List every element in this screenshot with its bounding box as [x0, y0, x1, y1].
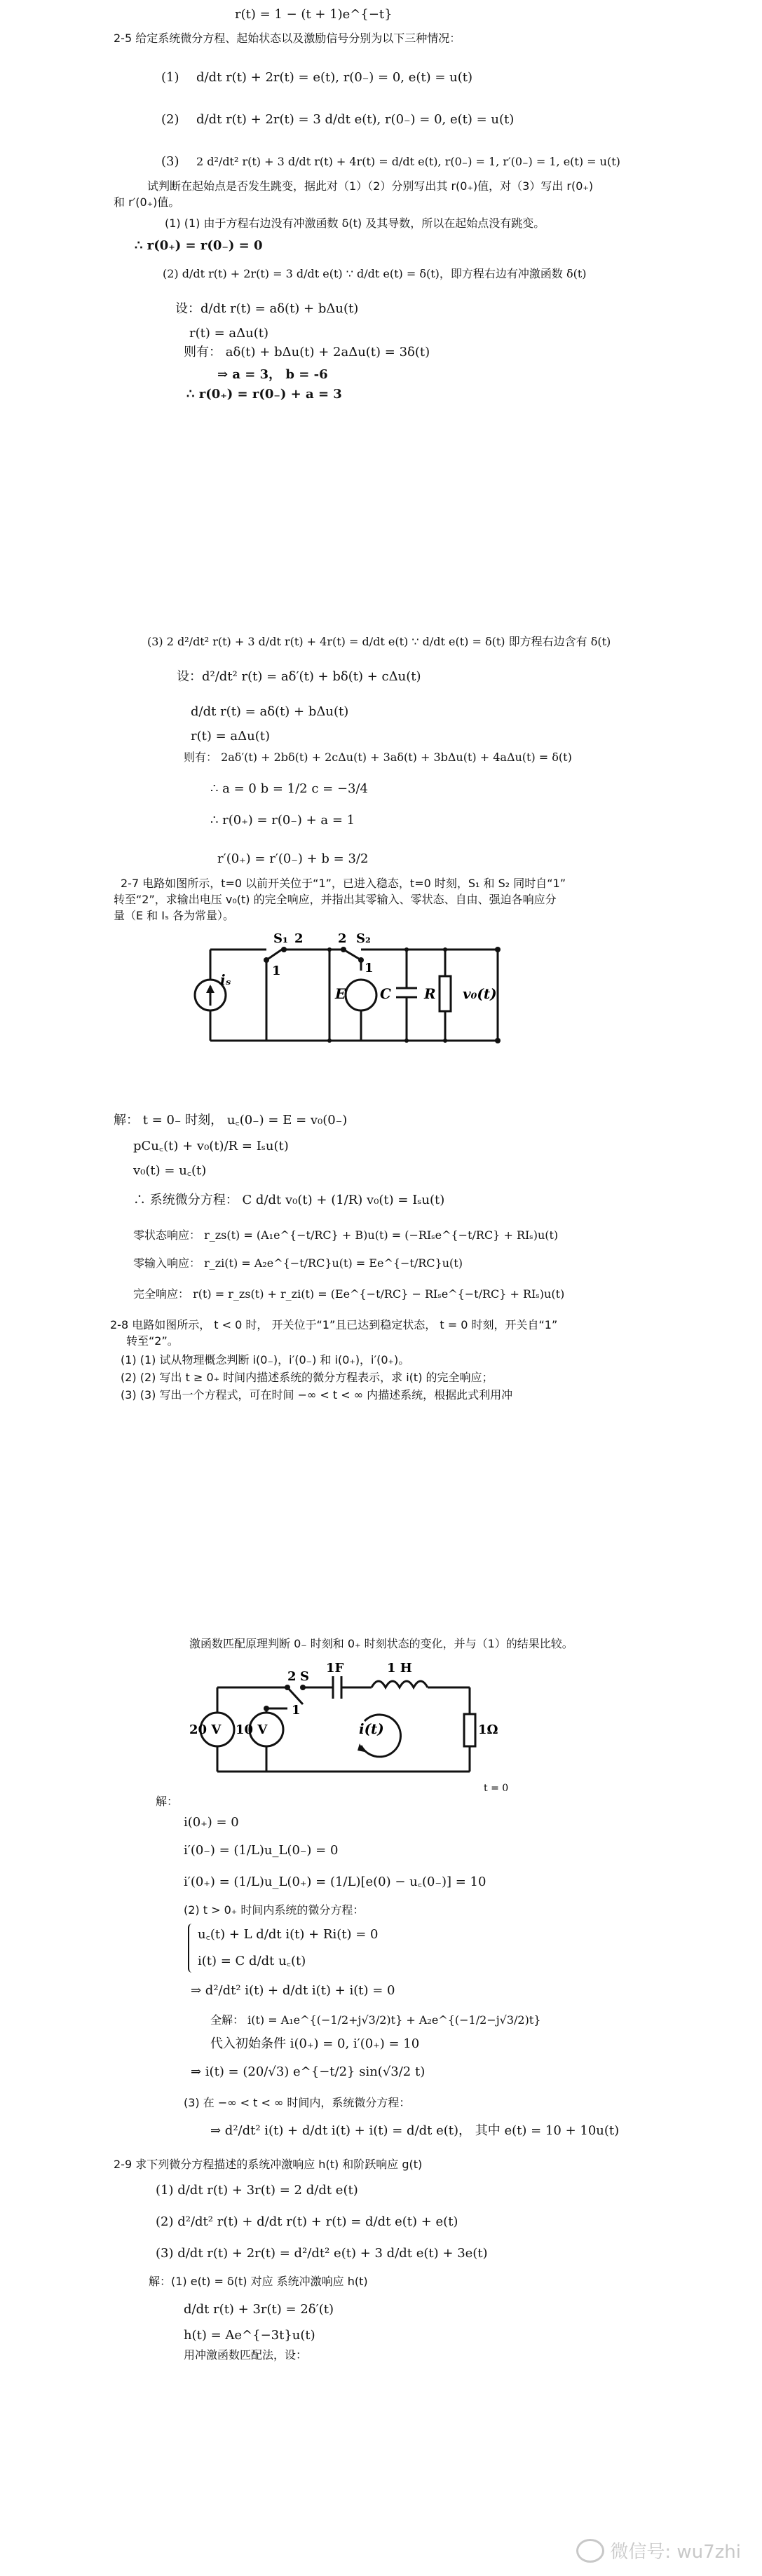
solution-2-r: r(t) = aΔu(t) — [189, 326, 269, 341]
label-sw-pos2: 2 — [287, 1669, 297, 1684]
sol-2-9-s2: d/dt r(t) + 3r(t) = 2δ′(t) — [184, 2302, 334, 2317]
solution-3-line2: d/dt r(t) = aδ(t) + bΔu(t) — [191, 704, 349, 719]
problem-2-8-q2: (2) (2) 写出 t ≥ 0₊ 时间内描述系统的微分方程表示，求 i(t) 的完全响应； — [121, 1371, 494, 1384]
sol-2-7-line4: ∴ 系统微分方程： C d/dt v₀(t) + (1/R) v₀(t) = Iₛu(t) — [133, 1193, 445, 1207]
watermark — [576, 2537, 741, 2563]
label-vo: v₀(t) — [463, 985, 497, 1002]
label-ind: 1 H — [387, 1661, 412, 1676]
solution-1: (1) (1) 由于方程右边没有冲激函数 δ(t) 及其导数，所以在起始点没有跳变。 — [165, 217, 545, 230]
problem-2-7-title-2: 转至“2”，求输出电压 v₀(t) 的完全响应，并指出其零输入、零状态、自由、强迫各响应分 — [114, 893, 557, 906]
label-it: i(t) — [359, 1720, 384, 1737]
task-text-2: 和 r′(0₊)值。 — [114, 196, 180, 209]
sol-2-7-line1: 解： t = 0₋ 时刻， u꜀(0₋) = E = v₀(0₋) — [114, 1113, 348, 1128]
label-sw-pos1: 1 — [292, 1703, 301, 1718]
solution-1-result: ∴ r(0₊) = r(0₋) = 0 — [135, 238, 263, 253]
solution-3-let: 设：d²/dt² r(t) = aδ′(t) + bδ(t) + cΔu(t) — [177, 669, 421, 684]
label-cap: 1F — [326, 1661, 344, 1676]
case-3-number: (3) — [161, 154, 179, 169]
solution-3-rprime0: r′(0₊) = r′(0₋) + b = 3/2 — [217, 851, 369, 866]
label-20v: 20 V — [189, 1722, 222, 1737]
solution-3-line3: r(t) = aΔu(t) — [191, 729, 271, 744]
sol-2-7-complete: 完全响应： r(t) = r_zs(t) + r_zi(t) = (Ee^{−t/RC} − RIₛe^{−t/RC} + RIₛ)u(t) — [133, 1287, 565, 1301]
sol-2-8-l1: i(0₊) = 0 — [184, 1815, 239, 1830]
label-s1: S₁ — [273, 931, 288, 946]
solution-2-ab: ⇒ a = 3， b = -6 — [217, 367, 328, 382]
label-t0: t = 0 — [484, 1783, 509, 1793]
case-3-equation: 2 d²/dt² r(t) + 3 d/dt r(t) + 4r(t) = d/dt e(t), r(0₋) = 1, r′(0₋) = 1, e(t) = u(t) — [196, 155, 620, 168]
task-text: 试判断在起始点是否发生跳变，据此对（1）（2）分别写出其 r(0₊)值，对（3）写出 r(0₊) — [147, 179, 594, 193]
brace — [188, 1924, 193, 1973]
circuit-2-8 — [189, 1659, 512, 1793]
sol-2-8-l8: 全解： i(t) = A₁e^{(−1/2+j√3/2)t} + A₂e^{(−1/2−j√3/2)t} — [210, 2013, 541, 2027]
problem-2-8-q3-cont: 激函数匹配原理判断 0₋ 时刻和 0₊ 时刻状态的变化，并与（1）的结果比较。 — [189, 1637, 573, 1650]
label-s1-pos1: 1 — [272, 964, 281, 978]
label-s2-pos2: 2 — [338, 931, 347, 946]
problem-2-5-title: 2-5 给定系统微分方程、起始状态以及激励信号分别为以下三种情况： — [114, 32, 461, 45]
circuit-2-7 — [189, 929, 519, 1055]
sol-2-8-label: 解： — [156, 1795, 179, 1808]
sol-2-8-l7: ⇒ d²/dt² i(t) + d/dt i(t) + i(t) = 0 — [191, 1983, 395, 1998]
label-s2-pos1: 1 — [365, 961, 374, 975]
watermark-text: 微信号: wu7zhi — [610, 2542, 741, 2563]
label-10v: 10 V — [236, 1722, 268, 1737]
problem-2-9-e1: (1) d/dt r(t) + 3r(t) = 2 d/dt e(t) — [156, 2183, 358, 2198]
problem-2-9-title: 2-9 求下列微分方程描述的系统冲激响应 h(t) 和阶跃响应 g(t) — [114, 2158, 423, 2171]
label-c: C — [380, 985, 391, 1002]
case-2-equation: d/dt r(t) + 2r(t) = 3 d/dt e(t), r(0₋) = 0, e(t) = u(t) — [196, 112, 515, 127]
sol-2-9-s4: 用冲激函数匹配法，设： — [184, 2348, 308, 2362]
problem-2-7-title: 2-7 电路如图所示，t=0 以前开关位于“1”，已进入稳态，t=0 时刻，S₁ 和 S₂ 同时自“1” — [121, 877, 566, 890]
problem-2-9-e3: (3) d/dt r(t) + 2r(t) = d²/dt² e(t) + 3 d/dt e(t) + 3e(t) — [156, 2246, 488, 2261]
solution-3-r0: ∴ r(0₊) = r(0₋) + a = 1 — [210, 813, 355, 828]
top-equation: r(t) = 1 − (t + 1)e^{−t} — [235, 7, 393, 22]
sol-2-8-l9: 代入初始条件 i(0₊) = 0, i′(0₊) = 10 — [210, 2036, 420, 2051]
sol-2-8-l6: i(t) = C d/dt u꜀(t) — [198, 1954, 306, 1968]
case-2-number: (2) — [161, 112, 179, 127]
problem-2-8-q1: (1) (1) 试从物理概念判断 i(0₋)，i′(0₋) 和 i(0₊)，i′(0₊)。 — [121, 1353, 410, 1366]
solution-3-then: 则有： 2aδ′(t) + 2bδ(t) + 2cΔu(t) + 3aδ(t) + 3bΔu(t) + 4aΔu(t) = δ(t) — [184, 751, 572, 764]
label-is: iₛ — [220, 971, 231, 988]
sol-2-7-zero-state: 零状态响应： r_zs(t) = (A₁e^{−t/RC} + B)u(t) = (−RIₛe^{−t/RC} + RIₛ)u(t) — [133, 1228, 559, 1242]
solution-2-let: 设：d/dt r(t) = aδ(t) + bΔu(t) — [175, 301, 359, 316]
problem-2-8-title: 2-8 电路如图所示， t < 0 时， 开关位于“1”且已达到稳定状态， t = 0 时刻，开关自“1” — [110, 1318, 558, 1331]
sol-2-8-l2: i′(0₋) = (1/L)u_L(0₋) = 0 — [184, 1843, 339, 1858]
problem-2-8-title-2: 转至“2”。 — [126, 1334, 179, 1348]
label-r: R — [424, 985, 436, 1002]
sol-2-9-s1: 解：(1) e(t) = δ(t) 对应 系统冲激响应 h(t) — [149, 2275, 368, 2288]
sol-2-9-s3: h(t) = Ae^{−3t}u(t) — [184, 2328, 315, 2343]
case-1-equation: d/dt r(t) + 2r(t) = e(t), r(0₋) = 0, e(t) = u(t) — [196, 70, 473, 85]
label-sw: S — [300, 1669, 309, 1684]
label-1ohm: 1Ω — [478, 1722, 498, 1737]
problem-2-9-e2: (2) d²/dt² r(t) + d/dt r(t) + r(t) = d/dt e(t) + e(t) — [156, 2214, 458, 2229]
sol-2-8-l11: (3) 在 −∞ < t < ∞ 时间内，系统微分方程： — [184, 2096, 411, 2109]
solution-3-equation: (3) 2 d²/dt² r(t) + 3 d/dt r(t) + 4r(t) = d/dt e(t) ∵ d/dt e(t) = δ(t) 即方程右边含有 δ(t) — [147, 635, 611, 648]
solution-2-equation: (2) d/dt r(t) + 2r(t) = 3 d/dt e(t) ∵ d/dt e(t) = δ(t)，即方程右边有冲激函数 δ(t) — [163, 267, 587, 280]
label-s2: S₂ — [356, 931, 371, 946]
sol-2-8-l12: ⇒ d²/dt² i(t) + d/dt i(t) + i(t) = d/dt e(t)， 其中 e(t) = 10 + 10u(t) — [210, 2123, 620, 2138]
solution-2-then: 则有： aδ(t) + bΔu(t) + 2aΔu(t) = 3δ(t) — [184, 345, 430, 359]
sol-2-7-line2: pCu꜀(t) + v₀(t)/R = Iₛu(t) — [133, 1139, 289, 1153]
sol-2-8-l4: (2) t > 0₊ 时间内系统的微分方程： — [184, 1903, 365, 1917]
sol-2-7-line3: v₀(t) = u꜀(t) — [133, 1163, 207, 1178]
wechat-icon — [576, 2539, 604, 2563]
problem-2-8-q3: (3) (3) 写出一个方程式，可在时间 −∞ < t < ∞ 内描述系统，根据此式利用冲 — [121, 1388, 513, 1402]
sol-2-8-l10: ⇒ i(t) = (20/√3) e^{−t/2} sin(√3/2 t) — [191, 2064, 426, 2079]
solution-3-abc: ∴ a = 0 b = 1/2 c = −3/4 — [210, 781, 368, 796]
sol-2-8-l3: i′(0₊) = (1/L)u_L(0₊) = (1/L)[e(0) − u꜀(0₋)] = 10 — [184, 1875, 487, 1889]
label-e: E — [335, 985, 346, 1002]
problem-2-7-title-3: 量（E 和 Iₛ 各为常量）。 — [114, 909, 235, 922]
case-1-number: (1) — [161, 70, 179, 85]
sol-2-7-zero-input: 零输入响应： r_zi(t) = A₂e^{−t/RC}u(t) = Ee^{−t/RC}u(t) — [133, 1256, 463, 1270]
sol-2-8-l5: u꜀(t) + L d/dt i(t) + Ri(t) = 0 — [198, 1927, 379, 1942]
label-s1-pos2: 2 — [294, 931, 304, 946]
solution-2-result: ∴ r(0₊) = r(0₋) + a = 3 — [186, 387, 342, 402]
